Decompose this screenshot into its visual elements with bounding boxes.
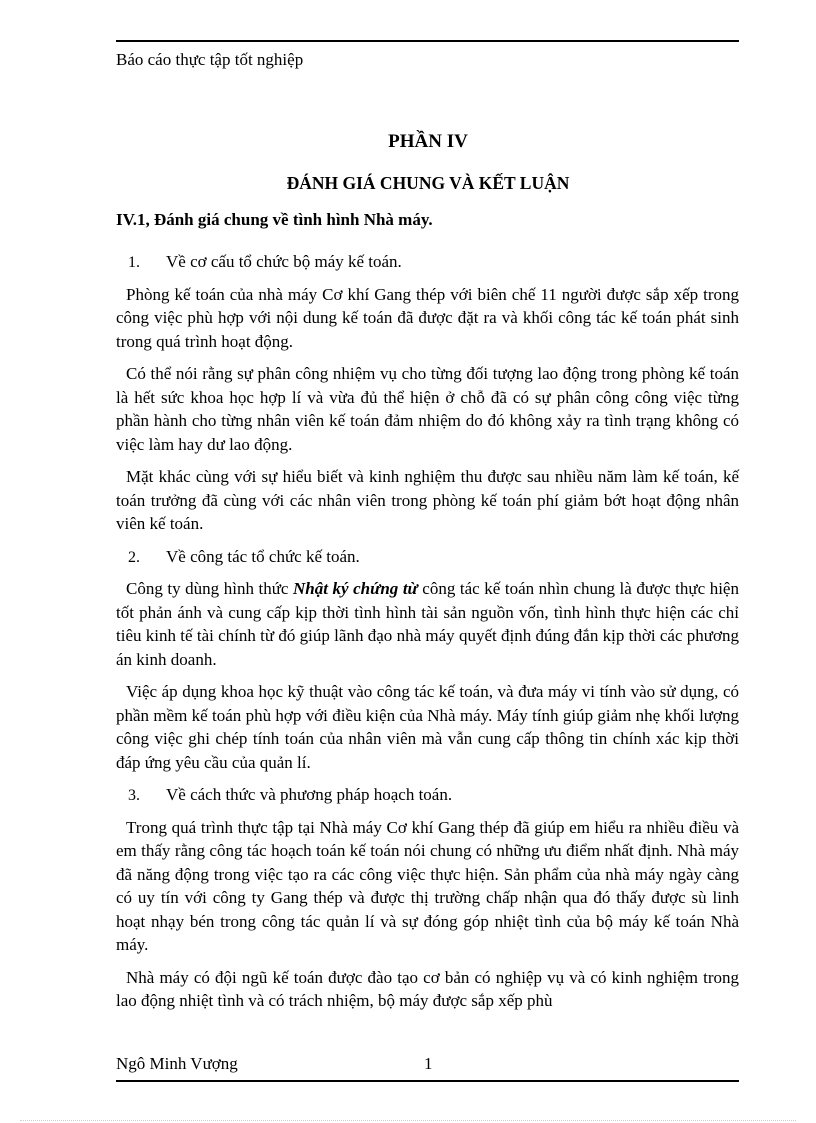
- paragraph-text: Công ty dùng hình thức: [126, 579, 294, 598]
- list-item: [128, 783, 739, 808]
- list-item-number: 2.: [128, 548, 140, 566]
- list-item: [128, 545, 739, 570]
- paragraph: Việc áp dụng khoa học kỹ thuật vào công tác kế toán, và đưa máy vi tính vào sử dụng, có phần mềm kế toán phù hợp với điều kiện của Nhà máy. Máy tính giúp giảm nhẹ khối lượng công việc ghi chép tính toán của nhân viên mà vẫn cung cấp thông tin chính xác kịp thời đáp ứng yêu cầu của quản lí.: [116, 682, 739, 772]
- paragraph: Có thể nói rằng sự phân công nhiệm vụ cho từng đối tượng lao động trong phòng kế toán là hết sức khoa học hợp lí và vừa đủ thể hiện ở chỗ đã có sự phân công công việc từng phần hành cho từng nhân viên kế toán đảm nhiệm do đó không xảy ra tình trạng không có việc làm hay dư lao động.: [116, 364, 739, 454]
- page-edge-divider: [20, 1120, 796, 1121]
- paragraph: Nhà máy có đội ngũ kế toán được đào tạo cơ bản có nghiệp vụ và có kinh nghiệm trong lao động nhiệt tình và có trách nhiệm, bộ máy được sắp xếp phù: [116, 967, 739, 1010]
- list-item-title: Về cách thức và phương pháp hoạch toán.: [166, 785, 453, 804]
- list-item-number: 1.: [128, 254, 140, 271]
- paragraph: Trong quá trình thực tập tại Nhà máy Cơ khí Gang thép đã giúp em hiểu ra nhiều điều và em thấy rằng công tác hoạch toán kế toán nói chung có những ưu điểm nhất định. Nhà máy đã năng động trong việc tạo ra các công việc thực hiện. Sản phẩm của nhà máy ngày càng có uy tín với công ty Gang thép và được thị trường chấp nhận qua đó thấy được sù linh hoạt nhạy bén trong công tác quản lí và sự đóng góp nhiệt tình của bộ máy kế toán Nhà máy.: [116, 817, 739, 954]
- list-item-title: Về công tác tổ chức kế toán.: [166, 546, 360, 566]
- paragraph: [116, 577, 739, 671]
- list-item-title: Về cơ cấu tổ chức bộ máy kế toán.: [166, 252, 402, 271]
- emphasized-term: Nhật ký chứng từ: [293, 579, 418, 598]
- list-item: [128, 250, 739, 275]
- page-number: 1: [424, 1054, 433, 1073]
- header-rule: [116, 40, 739, 42]
- footer-author: Ngô Minh Vượng: [116, 1054, 238, 1073]
- part-subtitle: ĐÁNH GIÁ CHUNG VÀ KẾT LUẬN: [286, 173, 570, 193]
- paragraph-text: công tác kế toán nhìn chung là được thực hiện tốt phản ánh và cung cấp kịp thời tình hình tài sản nguồn vốn, tình hình thực hiện các chỉ tiêu kinh tế tài chính từ đó giúp lãnh đạo nhà máy quyết định đúng đắn kịp thời các phương án kinh doanh.: [116, 579, 739, 669]
- paragraph: Phòng kế toán của nhà máy Cơ khí Gang thép với biên chế 11 người được sắp xếp trong công việc phù hợp với nội dung kế toán đã được đặt ra và khối công tác kế toán phát sinh trong quá trình hoạt động.: [116, 284, 739, 351]
- document-body: [116, 250, 739, 1022]
- paragraph: Mặt khác cùng với sự hiểu biết và kinh nghiệm thu được sau nhiều năm làm kế toán, kế toán trưởng đã cùng với các nhân viên trong phòng kế toán phí giảm bớt hoạt động nhân viên kế toán.: [116, 467, 739, 533]
- section-heading: IV.1, Đánh giá chung về tình hình Nhà máy.: [116, 210, 433, 229]
- list-item-number: 3.: [128, 787, 140, 804]
- footer-rule: [116, 1080, 739, 1082]
- document-header: Báo cáo thực tập tốt nghiệp: [116, 50, 304, 69]
- part-title: PHẦN IV: [388, 131, 468, 152]
